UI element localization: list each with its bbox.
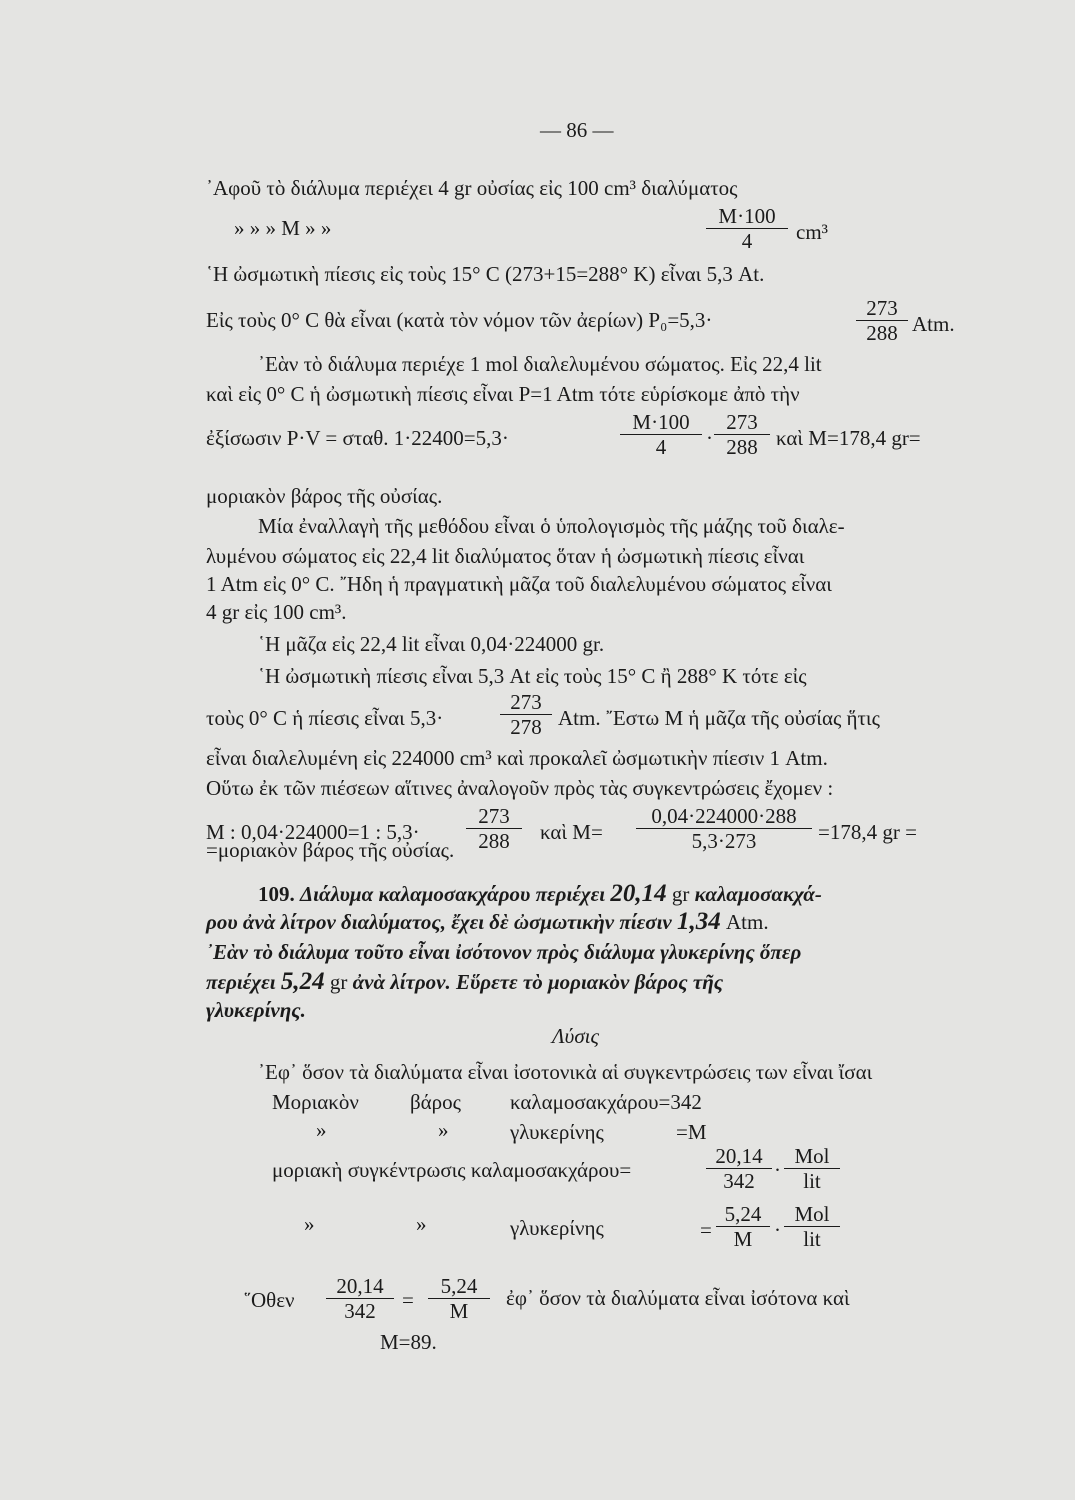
text-line: 4 gr εἰς 100 cm³.	[206, 600, 347, 624]
equals-sign: =	[402, 1288, 414, 1312]
text-line: » » » Μ » »	[234, 216, 332, 240]
fraction-denominator: lit	[803, 1227, 821, 1251]
fraction	[466, 804, 522, 853]
text-line: ῾Η ὠσμωτικὴ πίεσις εἶναι 5,3 At εἰς τοὺς 15° C ἢ 288° K τότε εἰς	[258, 664, 807, 688]
fraction-denominator: 342	[723, 1169, 755, 1193]
fraction	[706, 204, 788, 253]
fraction-numerator: 5,24	[716, 1202, 770, 1227]
fraction-numerator: Mol	[784, 1202, 840, 1227]
text-line: »	[316, 1118, 327, 1142]
fraction-denominator: 288	[726, 435, 758, 459]
text-line: Atm.	[912, 312, 955, 336]
problem-value: 5,24	[280, 968, 325, 995]
problem-unit: gr	[671, 882, 690, 906]
text-line: Μ : 0,04·224000=1 : 5,3·	[206, 820, 420, 844]
multiply-dot: ·	[706, 426, 713, 450]
text-line: =	[700, 1218, 712, 1242]
fraction-denominator: lit	[803, 1169, 821, 1193]
fraction	[784, 1202, 840, 1251]
text-line: βάρος	[410, 1090, 461, 1114]
problem-unit: gr	[329, 970, 348, 994]
fraction-numerator: Μ·100	[706, 204, 788, 229]
fraction-denominator: 288	[866, 321, 898, 345]
text-line: γλυκερίνης	[510, 1216, 604, 1240]
fraction	[714, 410, 770, 459]
fraction-numerator: 273	[856, 296, 908, 321]
fraction-denominator: 4	[741, 229, 753, 253]
solution-heading: Λύσις	[552, 1024, 600, 1048]
text-line: Atm. ῎Εστω Μ ἡ μᾶζα τῆς οὐσίας ἥτις	[558, 706, 880, 730]
problem-number	[258, 882, 822, 906]
text-line: καλαμοσακχάρου=342	[510, 1090, 702, 1114]
fraction-denominator: 278	[510, 715, 542, 739]
problem-value: 20,14	[610, 880, 667, 907]
text-line: μοριακὸν βάρος τῆς οὐσίας.	[206, 484, 443, 508]
text-line: ᾿Εφ᾿ ὅσον τὰ διαλύματα εἶναι ἰσοτονικὰ αἱ συγκεντρώσεις των εἶναι ἴσαι	[258, 1060, 873, 1084]
fraction-numerator: 0,04·224000·288	[636, 804, 812, 829]
problem-value: 1,34	[676, 908, 721, 935]
fraction	[428, 1274, 490, 1323]
fraction-numerator: Mol	[784, 1144, 840, 1169]
fraction-denominator: 342	[344, 1299, 376, 1323]
text-line: 1 Atm εἰς 0° C. ῎Ηδη ἡ πραγματικὴ μᾶζα τοῦ διαλελυμένου σώματος εἶναι	[206, 572, 832, 596]
multiply-dot: ·	[774, 1158, 781, 1182]
problem-line	[206, 970, 723, 994]
fraction	[784, 1144, 840, 1193]
problem-text: ᾿Εὰν τὸ διάλυμα τοῦτο εἶναι ἰσότονον πρὸς διάλυμα γλυκερίνης ὅπερ	[206, 940, 802, 964]
problem-text: γλυκερίνης.	[206, 998, 306, 1022]
fraction	[856, 296, 908, 345]
text-line: =178,4 gr =	[818, 820, 917, 844]
problem-text: καλαμοσακχά-	[694, 882, 822, 906]
page-number: — 86 —	[540, 118, 614, 142]
text-line: καὶ Μ=	[540, 820, 603, 844]
text-line: ᾿Εὰν τὸ διάλυμα περιέχε 1 mol διαλελυμένου σώματος. Εἰς 22,4 lit	[258, 352, 822, 376]
text-line: Εἰς τοὺς 0° C θὰ εἶναι (κατὰ τὸν νόμον τῶν ἀερίων) P₀=5,3·	[206, 308, 713, 332]
fraction-denominator: 288	[478, 829, 510, 853]
text-line: ῾Η μᾶζα εἰς 22,4 lit εἶναι 0,04·224000 gr.	[258, 632, 605, 656]
fraction-denominator: Μ	[733, 1227, 753, 1251]
text-line: λυμένου σώματος εἰς 22,4 lit διαλύματος ὅταν ἡ ὠσμωτικὴ πίεσις εἶναι	[206, 544, 805, 568]
text-line: τοὺς 0° C ἡ πίεσις εἶναι 5,3·	[206, 706, 444, 730]
text-line: γλυκερίνης	[510, 1120, 604, 1144]
text-line: ῞Οθεν	[244, 1288, 295, 1312]
text-line: »	[416, 1212, 427, 1236]
fraction-denominator: 5,3·273	[691, 829, 757, 853]
text-line: »	[438, 1118, 449, 1142]
fraction	[500, 690, 552, 739]
text-line: ἐφ᾿ ὅσον τὰ διαλύματα εἶναι ἰσότονα καὶ	[506, 1286, 850, 1310]
fraction	[706, 1144, 772, 1193]
multiply-dot: ·	[774, 1218, 781, 1242]
text-line: Μία ἐναλλαγὴ τῆς μεθόδου εἶναι ὁ ὑπολογισμὸς τῆς μάζης τοῦ διαλε-	[258, 514, 845, 538]
fraction-numerator: 273	[466, 804, 522, 829]
fraction-numerator: 273	[714, 410, 770, 435]
text-line: ἐξίσωσιν P·V = σταθ. 1·22400=5,3·	[206, 426, 509, 450]
text-line: μοριακὴ συγκέντρωσις καλαμοσακχάρου=	[272, 1158, 632, 1182]
text-line: =Μ	[676, 1120, 707, 1144]
text-line: Μ=89.	[380, 1330, 437, 1354]
fraction	[326, 1274, 394, 1323]
problem-line	[206, 910, 769, 934]
problem-text: ρου ἀνὰ λίτρον διαλύματος, ἔχει δὲ ὠσμωτικὴν πίεσιν	[206, 910, 672, 934]
text-line: Οὕτω ἐκ τῶν πιέσεων αἵτινες ἀναλογοῦν πρὸς τὰς συγκεντρώσεις ἔχομεν :	[206, 776, 834, 800]
fraction-denominator: 4	[655, 435, 667, 459]
text-line: ῾Η ὠσμωτικὴ πίεσις εἰς τοὺς 15° C (273+15=288° K) εἶναι 5,3 At.	[206, 262, 765, 286]
text-line: καὶ Μ=178,4 gr=	[776, 426, 921, 450]
fraction	[716, 1202, 770, 1251]
text-line: cm³	[796, 220, 828, 244]
text-line: =μοριακὸν βάρος τῆς οὐσίας.	[206, 838, 455, 862]
problem-text: ἀνὰ λίτρον. Εὕρετε τὸ μοριακὸν βάρος τῆς	[352, 970, 724, 994]
text-line: εἶναι διαλελυμένη εἰς 224000 cm³ καὶ προκαλεῖ ὠσμωτικὴν πίεσιν 1 Atm.	[206, 746, 828, 770]
fraction-numerator: 5,24	[428, 1274, 490, 1299]
text-line: ᾿Αφοῦ τὸ διάλυμα περιέχει 4 gr οὐσίας εἰς 100 cm³ διαλύματος	[206, 176, 738, 200]
text-line: »	[304, 1212, 315, 1236]
text-line: Μοριακὸν	[272, 1090, 359, 1114]
fraction-numerator: 273	[500, 690, 552, 715]
fraction	[620, 410, 702, 459]
fraction	[636, 804, 812, 853]
fraction-numerator: Μ·100	[620, 410, 702, 435]
problem-text: περιέχει	[206, 970, 276, 994]
text-line: καὶ εἰς 0° C ἡ ὠσμωτικὴ πίεσις εἶναι P=1 Atm τότε εὑρίσκομε ἀπὸ τὴν	[206, 382, 800, 406]
problem-number-label: 109.	[258, 882, 295, 906]
fraction-denominator: Μ	[449, 1299, 469, 1323]
problem-unit: Atm.	[725, 910, 769, 934]
problem-text: Διάλυμα καλαμοσακχάρου περιέχει	[300, 882, 606, 906]
fraction-numerator: 20,14	[706, 1144, 772, 1169]
fraction-numerator: 20,14	[326, 1274, 394, 1299]
